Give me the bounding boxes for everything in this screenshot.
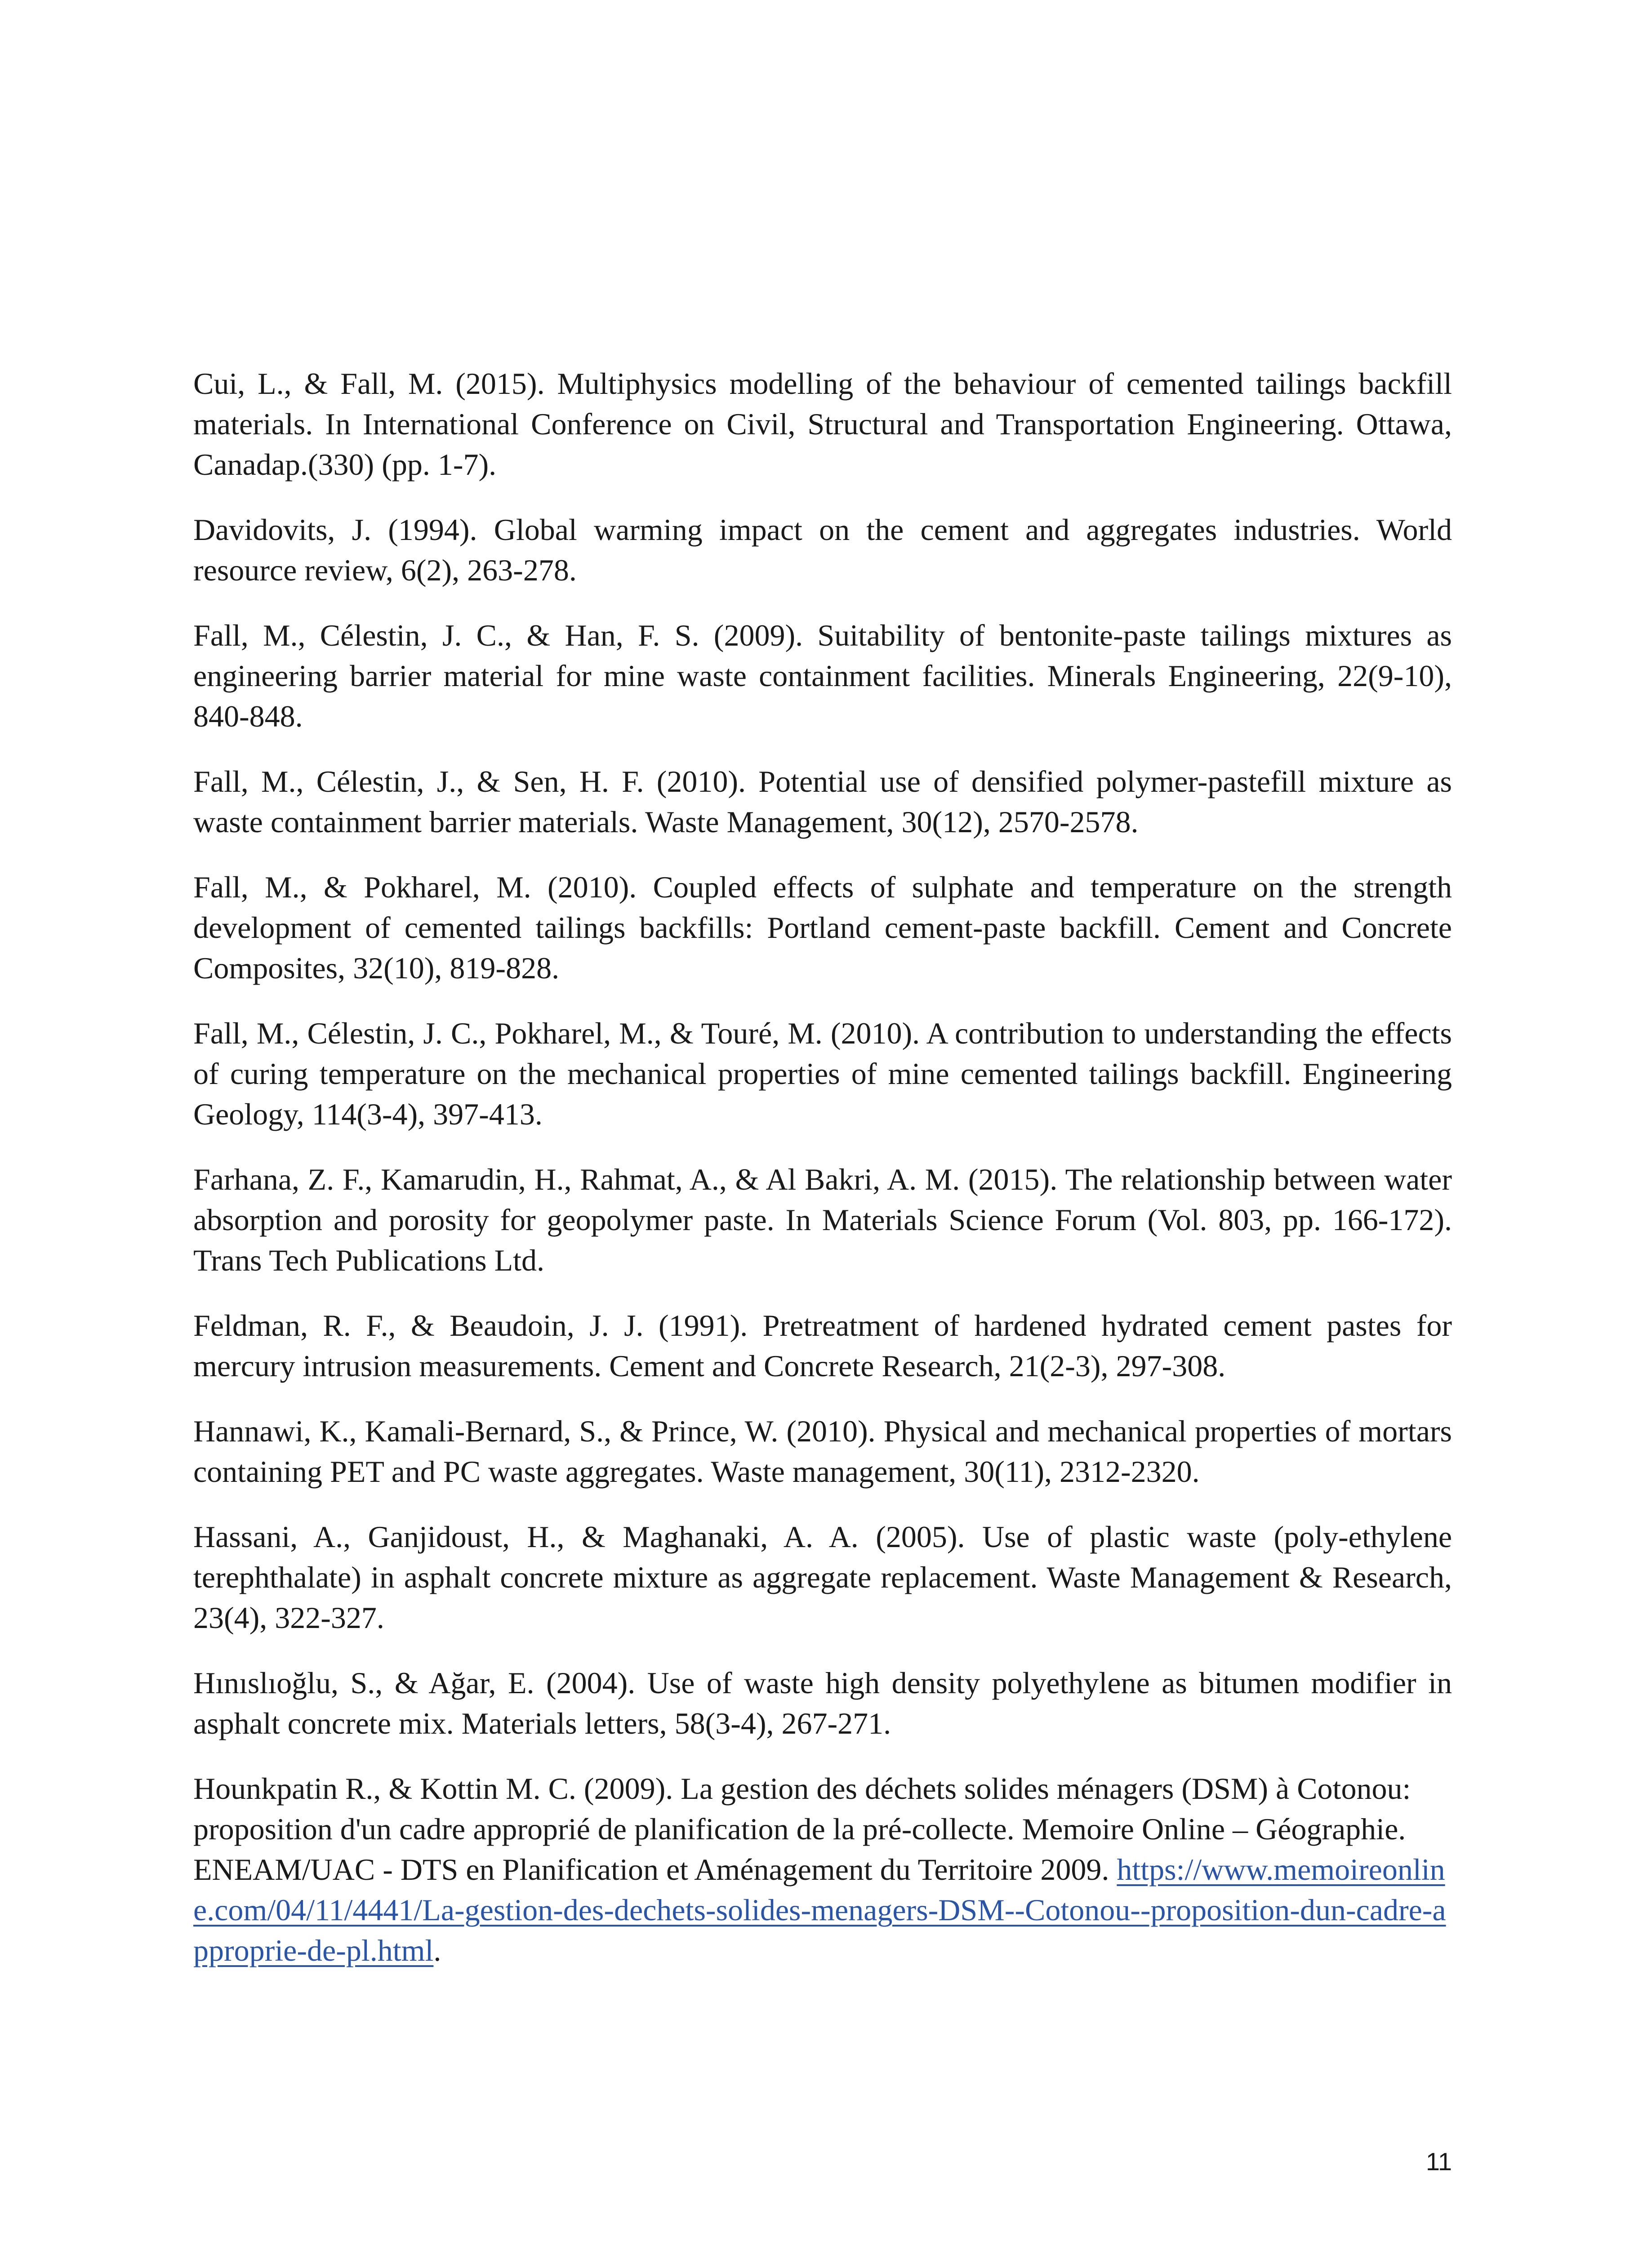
reference-fall-2009: Fall, M., Célestin, J. C., & Han, F. S. (2009). Suitability of bentonite-paste tailings mixtures as engineering barrier material for mine waste containment facilities. Minerals Engineering, 22(9-10), 840-848.: [193, 618, 1452, 733]
reference-hassani-2005: Hassani, A., Ganjidoust, H., & Maghanaki, A. A. (2005). Use of plastic waste (poly-ethylene terephthalate) in asphalt concrete mixture as aggregate replacement. Waste Management & Research, 23(4), 322-327.: [193, 1520, 1452, 1635]
reference-hounkpatin-link[interactable]: https://www.memoireonline.com/04/11/4441/La-gestion-des-dechets-solides-menagers-DSM--Cotonou--proposition-dun-cadre-approprie-de-pl.html: [193, 1852, 1446, 1967]
reference-fall-sen-2010: Fall, M., Célestin, J., & Sen, H. F. (2010). Potential use of densified polymer-pastefill mixture as waste containment barrier materials. Waste Management, 30(12), 2570-2578.: [193, 764, 1452, 839]
reference-hounkpatin-2009: [193, 1768, 1452, 1971]
reference-feldman-1991: Feldman, R. F., & Beaudoin, J. J. (1991). Pretreatment of hardened hydrated cement pastes for mercury intrusion measurements. Cement and Concrete Research, 21(2-3), 297-308.: [193, 1308, 1452, 1383]
reference-davidovits-1994: Davidovits, J. (1994). Global warming impact on the cement and aggregates industries. World resource review, 6(2), 263-278.: [193, 513, 1452, 587]
reference-hounkpatin-end: .: [433, 1933, 441, 1967]
reference-farhana-2015: Farhana, Z. F., Kamarudin, H., Rahmat, A., & Al Bakri, A. M. (2015). The relationship between water absorption and porosity for geopolymer paste. In Materials Science Forum (Vol. 803, pp. 166-172). Trans Tech Publications Ltd.: [193, 1162, 1452, 1277]
page-number: 11: [1425, 2147, 1452, 2176]
reference-hinislioglu-2004: Hınıslıoğlu, S., & Ağar, E. (2004). Use of waste high density polyethylene as bitumen modifier in asphalt concrete mix. Materials letters, 58(3-4), 267-271.: [193, 1666, 1452, 1740]
reference-list: [193, 363, 1452, 1995]
reference-fall-toure-2010: Fall, M., Célestin, J. C., Pokharel, M., & Touré, M. (2010). A contribution to understanding the effects of curing temperature on the mechanical properties of mine cemented tailings backfill. Engineering Geology, 114(3-4), 397-413.: [193, 1016, 1452, 1131]
reference-hannawi-2010: Hannawi, K., Kamali-Bernard, S., & Prince, W. (2010). Physical and mechanical properties of mortars containing PET and PC waste aggregates. Waste management, 30(11), 2312-2320.: [193, 1414, 1452, 1489]
reference-fall-pokharel-2010: Fall, M., & Pokharel, M. (2010). Coupled effects of sulphate and temperature on the strength development of cemented tailings backfills: Portland cement-paste backfill. Cement and Concrete Composites, 32(10), 819-828.: [193, 870, 1452, 985]
reference-hounkpatin-text: Hounkpatin R., & Kottin M. C. (2009). La gestion des déchets solides ménagers (DSM) à Cotonou: proposition d'un cadre approprié de planification de la pré-collecte. Memoire Online – Géographie. ENEAM/UAC - DTS en Planification et Aménagement du Territoire 2009.: [193, 1771, 1411, 1887]
reference-cui-2015: Cui, L., & Fall, M. (2015). Multiphysics modelling of the behaviour of cemented tailings backfill materials. In International Conference on Civil, Structural and Transportation Engineering. Ottawa, Canadap.(330) (pp. 1-7).: [193, 366, 1452, 482]
